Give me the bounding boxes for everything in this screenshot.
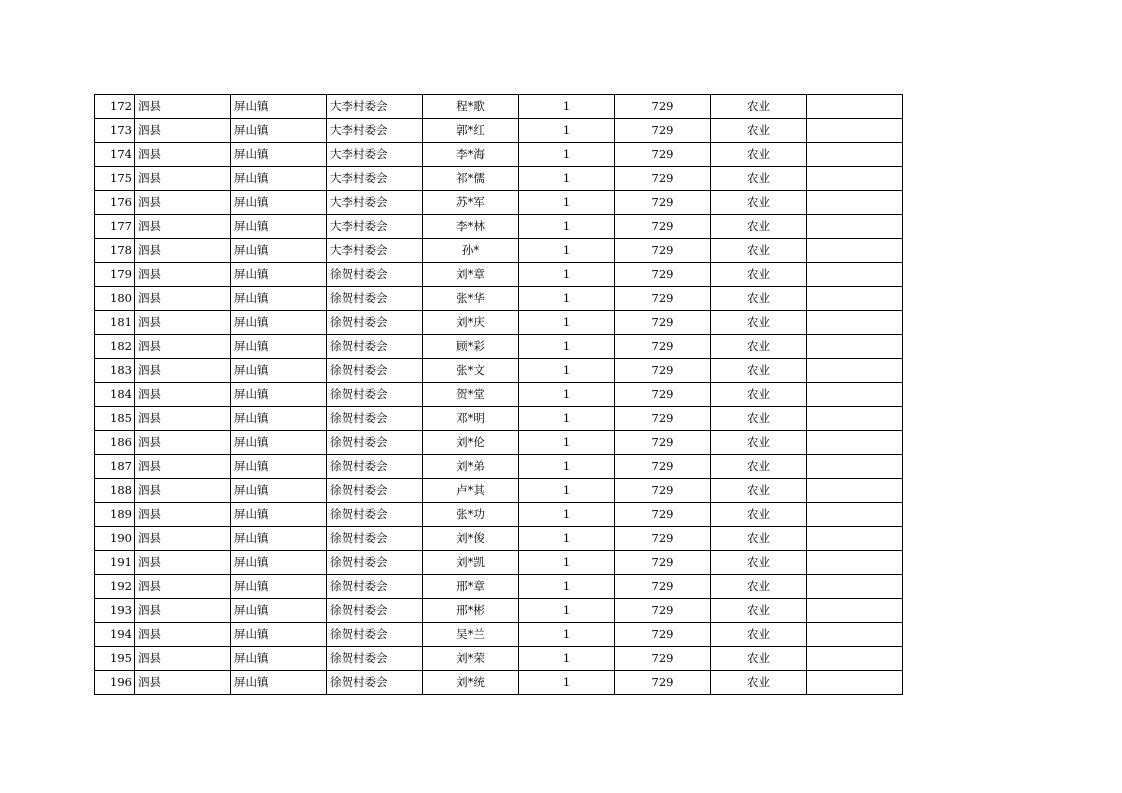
town-cell: 屏山镇 [231,407,327,431]
count-cell: 1 [519,95,615,119]
village-committee-cell: 徐贺村委会 [327,623,423,647]
county-cell: 泗县 [135,407,231,431]
name-cell: 邢*章 [423,575,519,599]
note-cell [807,95,903,119]
village-committee-cell: 徐贺村委会 [327,551,423,575]
amount-cell: 729 [615,143,711,167]
village-committee-cell: 徐贺村委会 [327,335,423,359]
count-cell: 1 [519,503,615,527]
table-row [95,599,903,623]
row-number-cell: 183 [95,359,135,383]
note-cell [807,383,903,407]
type-cell: 农业 [711,575,807,599]
table-row [95,359,903,383]
note-cell [807,455,903,479]
county-cell: 泗县 [135,311,231,335]
row-number-cell: 191 [95,551,135,575]
amount-cell: 729 [615,191,711,215]
village-committee-cell: 徐贺村委会 [327,599,423,623]
amount-cell: 729 [615,263,711,287]
note-cell [807,143,903,167]
table-row [95,671,903,695]
amount-cell: 729 [615,119,711,143]
village-committee-cell: 徐贺村委会 [327,575,423,599]
table-row [95,143,903,167]
county-cell: 泗县 [135,383,231,407]
note-cell [807,527,903,551]
town-cell: 屏山镇 [231,359,327,383]
data-table [94,94,903,695]
count-cell: 1 [519,647,615,671]
amount-cell: 729 [615,407,711,431]
row-number-cell: 177 [95,215,135,239]
amount-cell: 729 [615,287,711,311]
table-row [95,479,903,503]
note-cell [807,167,903,191]
county-cell: 泗县 [135,359,231,383]
village-committee-cell: 大李村委会 [327,119,423,143]
town-cell: 屏山镇 [231,191,327,215]
row-number-cell: 175 [95,167,135,191]
county-cell: 泗县 [135,527,231,551]
table-row [95,575,903,599]
table-row [95,551,903,575]
table-row [95,383,903,407]
amount-cell: 729 [615,527,711,551]
type-cell: 农业 [711,623,807,647]
row-number-cell: 173 [95,119,135,143]
amount-cell: 729 [615,215,711,239]
amount-cell: 729 [615,479,711,503]
note-cell [807,431,903,455]
row-number-cell: 187 [95,455,135,479]
row-number-cell: 185 [95,407,135,431]
amount-cell: 729 [615,599,711,623]
name-cell: 刘*庆 [423,311,519,335]
amount-cell: 729 [615,503,711,527]
note-cell [807,191,903,215]
county-cell: 泗县 [135,647,231,671]
row-number-cell: 193 [95,599,135,623]
count-cell: 1 [519,623,615,647]
name-cell: 刘*伦 [423,431,519,455]
table-row [95,191,903,215]
town-cell: 屏山镇 [231,335,327,359]
count-cell: 1 [519,191,615,215]
county-cell: 泗县 [135,575,231,599]
village-committee-cell: 大李村委会 [327,191,423,215]
count-cell: 1 [519,431,615,455]
amount-cell: 729 [615,383,711,407]
county-cell: 泗县 [135,455,231,479]
town-cell: 屏山镇 [231,671,327,695]
count-cell: 1 [519,359,615,383]
town-cell: 屏山镇 [231,383,327,407]
count-cell: 1 [519,575,615,599]
amount-cell: 729 [615,671,711,695]
town-cell: 屏山镇 [231,527,327,551]
row-number-cell: 186 [95,431,135,455]
county-cell: 泗县 [135,167,231,191]
table-row [95,647,903,671]
count-cell: 1 [519,167,615,191]
type-cell: 农业 [711,167,807,191]
amount-cell: 729 [615,551,711,575]
county-cell: 泗县 [135,335,231,359]
village-committee-cell: 徐贺村委会 [327,455,423,479]
note-cell [807,599,903,623]
note-cell [807,575,903,599]
name-cell: 刘*章 [423,263,519,287]
count-cell: 1 [519,311,615,335]
village-committee-cell: 大李村委会 [327,167,423,191]
note-cell [807,239,903,263]
name-cell: 邢*彬 [423,599,519,623]
name-cell: 郭*红 [423,119,519,143]
row-number-cell: 184 [95,383,135,407]
amount-cell: 729 [615,575,711,599]
amount-cell: 729 [615,647,711,671]
row-number-cell: 195 [95,647,135,671]
count-cell: 1 [519,119,615,143]
county-cell: 泗县 [135,623,231,647]
name-cell: 刘*弟 [423,455,519,479]
village-committee-cell: 徐贺村委会 [327,287,423,311]
name-cell: 卢*其 [423,479,519,503]
row-number-cell: 196 [95,671,135,695]
village-committee-cell: 徐贺村委会 [327,359,423,383]
town-cell: 屏山镇 [231,167,327,191]
table-row [95,311,903,335]
name-cell: 张*功 [423,503,519,527]
note-cell [807,335,903,359]
table-row [95,215,903,239]
note-cell [807,119,903,143]
row-number-cell: 181 [95,311,135,335]
amount-cell: 729 [615,95,711,119]
town-cell: 屏山镇 [231,143,327,167]
count-cell: 1 [519,599,615,623]
row-number-cell: 190 [95,527,135,551]
table-row [95,431,903,455]
type-cell: 农业 [711,191,807,215]
amount-cell: 729 [615,167,711,191]
row-number-cell: 188 [95,479,135,503]
village-committee-cell: 徐贺村委会 [327,263,423,287]
row-number-cell: 192 [95,575,135,599]
type-cell: 农业 [711,551,807,575]
county-cell: 泗县 [135,143,231,167]
table-row [95,167,903,191]
name-cell: 孙* [423,239,519,263]
type-cell: 农业 [711,599,807,623]
row-number-cell: 178 [95,239,135,263]
county-cell: 泗县 [135,479,231,503]
type-cell: 农业 [711,239,807,263]
county-cell: 泗县 [135,95,231,119]
name-cell: 张*文 [423,359,519,383]
amount-cell: 729 [615,623,711,647]
note-cell [807,215,903,239]
town-cell: 屏山镇 [231,215,327,239]
table-row [95,119,903,143]
table-row [95,335,903,359]
amount-cell: 729 [615,311,711,335]
row-number-cell: 172 [95,95,135,119]
town-cell: 屏山镇 [231,287,327,311]
name-cell: 刘*凯 [423,551,519,575]
table-row [95,623,903,647]
note-cell [807,551,903,575]
count-cell: 1 [519,143,615,167]
type-cell: 农业 [711,383,807,407]
note-cell [807,263,903,287]
village-committee-cell: 徐贺村委会 [327,407,423,431]
table-row [95,95,903,119]
town-cell: 屏山镇 [231,623,327,647]
town-cell: 屏山镇 [231,119,327,143]
county-cell: 泗县 [135,671,231,695]
count-cell: 1 [519,215,615,239]
town-cell: 屏山镇 [231,599,327,623]
table-row [95,407,903,431]
county-cell: 泗县 [135,119,231,143]
county-cell: 泗县 [135,215,231,239]
row-number-cell: 194 [95,623,135,647]
name-cell: 李*海 [423,143,519,167]
amount-cell: 729 [615,239,711,263]
town-cell: 屏山镇 [231,239,327,263]
note-cell [807,647,903,671]
count-cell: 1 [519,527,615,551]
county-cell: 泗县 [135,263,231,287]
name-cell: 李*林 [423,215,519,239]
row-number-cell: 182 [95,335,135,359]
type-cell: 农业 [711,527,807,551]
count-cell: 1 [519,455,615,479]
name-cell: 顾*彩 [423,335,519,359]
type-cell: 农业 [711,455,807,479]
name-cell: 邓*明 [423,407,519,431]
town-cell: 屏山镇 [231,575,327,599]
name-cell: 张*华 [423,287,519,311]
count-cell: 1 [519,407,615,431]
town-cell: 屏山镇 [231,263,327,287]
row-number-cell: 174 [95,143,135,167]
village-committee-cell: 大李村委会 [327,143,423,167]
town-cell: 屏山镇 [231,431,327,455]
county-cell: 泗县 [135,431,231,455]
amount-cell: 729 [615,335,711,359]
name-cell: 刘*荣 [423,647,519,671]
table-row [95,455,903,479]
count-cell: 1 [519,335,615,359]
county-cell: 泗县 [135,239,231,263]
type-cell: 农业 [711,671,807,695]
type-cell: 农业 [711,311,807,335]
count-cell: 1 [519,551,615,575]
table-row [95,263,903,287]
table-row [95,239,903,263]
amount-cell: 729 [615,359,711,383]
county-cell: 泗县 [135,287,231,311]
note-cell [807,623,903,647]
count-cell: 1 [519,479,615,503]
village-committee-cell: 大李村委会 [327,95,423,119]
town-cell: 屏山镇 [231,551,327,575]
type-cell: 农业 [711,335,807,359]
county-cell: 泗县 [135,551,231,575]
town-cell: 屏山镇 [231,311,327,335]
name-cell: 苏*军 [423,191,519,215]
village-committee-cell: 徐贺村委会 [327,479,423,503]
count-cell: 1 [519,383,615,407]
village-committee-cell: 徐贺村委会 [327,527,423,551]
village-committee-cell: 徐贺村委会 [327,311,423,335]
row-number-cell: 176 [95,191,135,215]
name-cell: 刘*俊 [423,527,519,551]
county-cell: 泗县 [135,191,231,215]
table-row [95,503,903,527]
name-cell: 吴*兰 [423,623,519,647]
note-cell [807,359,903,383]
count-cell: 1 [519,671,615,695]
type-cell: 农业 [711,431,807,455]
town-cell: 屏山镇 [231,455,327,479]
village-committee-cell: 徐贺村委会 [327,647,423,671]
type-cell: 农业 [711,503,807,527]
village-committee-cell: 徐贺村委会 [327,503,423,527]
county-cell: 泗县 [135,503,231,527]
table-row [95,527,903,551]
town-cell: 屏山镇 [231,647,327,671]
table-body [95,95,903,695]
amount-cell: 729 [615,431,711,455]
village-committee-cell: 徐贺村委会 [327,671,423,695]
village-committee-cell: 大李村委会 [327,215,423,239]
town-cell: 屏山镇 [231,503,327,527]
note-cell [807,671,903,695]
note-cell [807,287,903,311]
row-number-cell: 180 [95,287,135,311]
town-cell: 屏山镇 [231,479,327,503]
village-committee-cell: 徐贺村委会 [327,431,423,455]
note-cell [807,407,903,431]
count-cell: 1 [519,263,615,287]
note-cell [807,311,903,335]
amount-cell: 729 [615,455,711,479]
village-committee-cell: 徐贺村委会 [327,383,423,407]
note-cell [807,479,903,503]
count-cell: 1 [519,287,615,311]
count-cell: 1 [519,239,615,263]
type-cell: 农业 [711,407,807,431]
type-cell: 农业 [711,263,807,287]
type-cell: 农业 [711,479,807,503]
row-number-cell: 189 [95,503,135,527]
village-committee-cell: 大李村委会 [327,239,423,263]
type-cell: 农业 [711,287,807,311]
type-cell: 农业 [711,95,807,119]
county-cell: 泗县 [135,599,231,623]
type-cell: 农业 [711,215,807,239]
type-cell: 农业 [711,359,807,383]
row-number-cell: 179 [95,263,135,287]
type-cell: 农业 [711,143,807,167]
type-cell: 农业 [711,119,807,143]
note-cell [807,503,903,527]
name-cell: 祁*儒 [423,167,519,191]
town-cell: 屏山镇 [231,95,327,119]
name-cell: 贺*堂 [423,383,519,407]
table-row [95,287,903,311]
name-cell: 程*歌 [423,95,519,119]
type-cell: 农业 [711,647,807,671]
name-cell: 刘*统 [423,671,519,695]
